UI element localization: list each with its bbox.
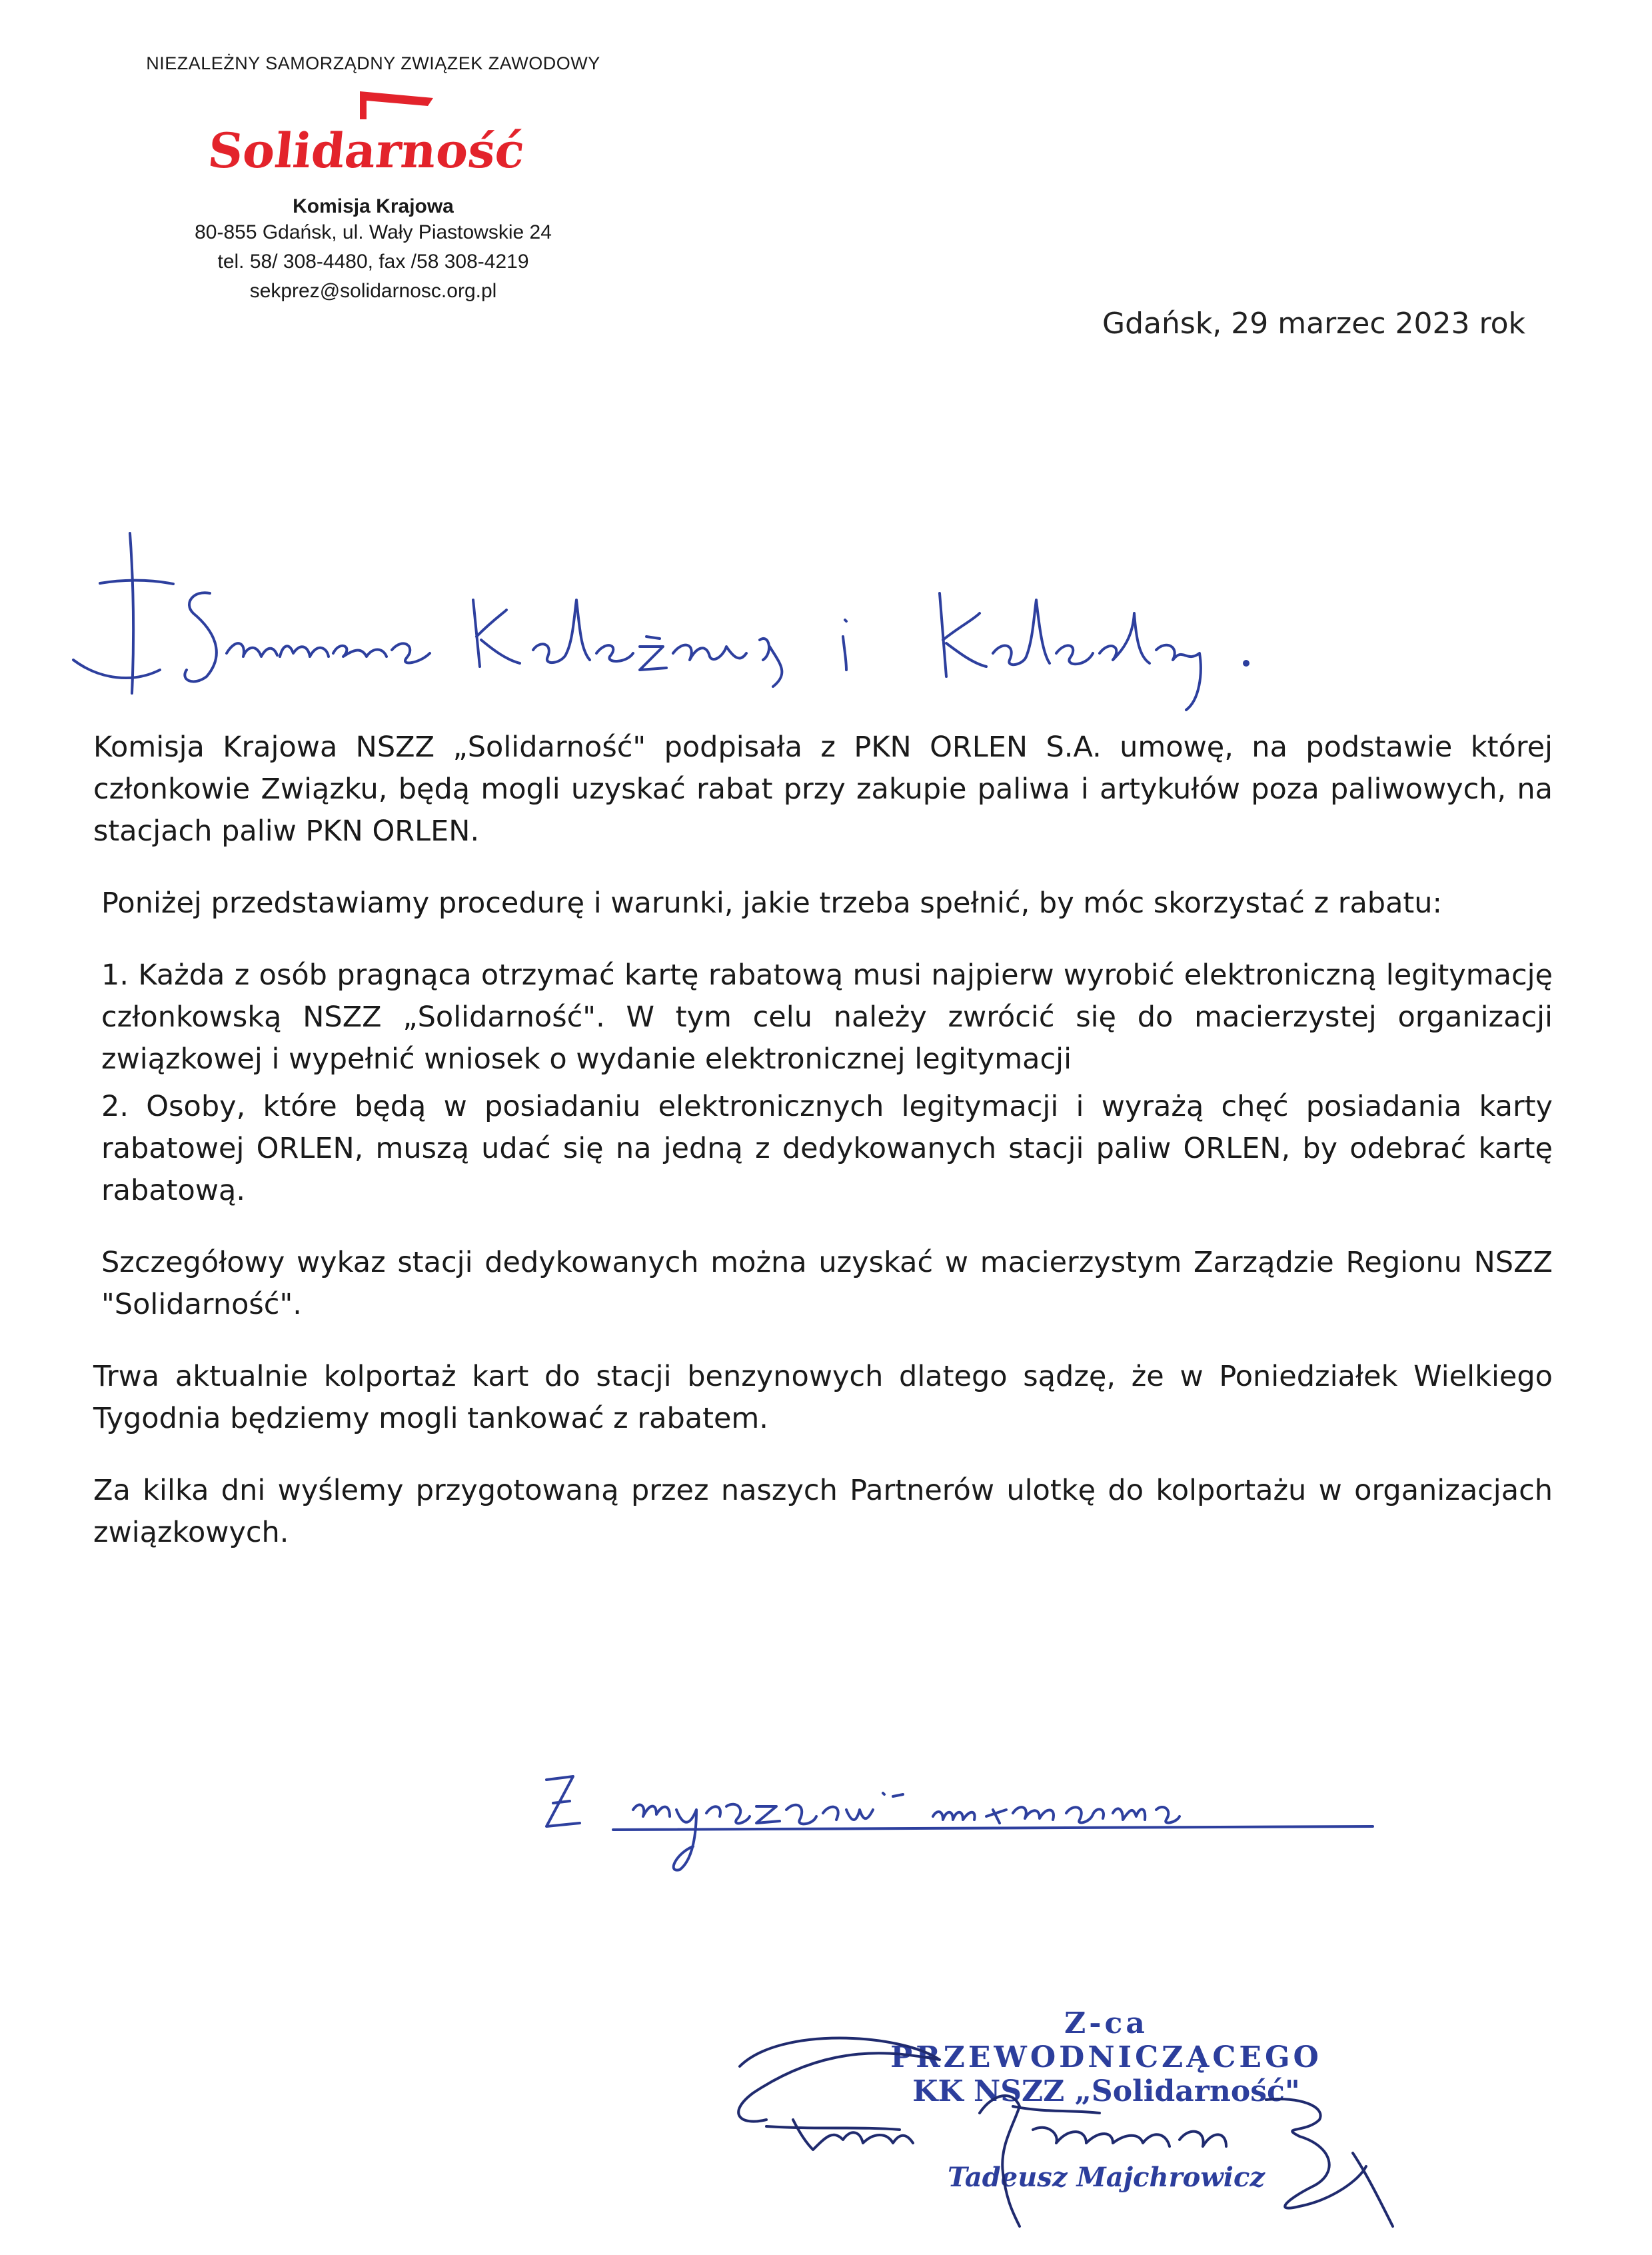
stamp-organization: KK NSZZ „Solidarność" bbox=[912, 2074, 1300, 2108]
email: sekprez@solidarnosc.org.pl bbox=[249, 280, 497, 302]
phone-fax: tel. 58/ 308-4480, fax /58 308-4219 bbox=[217, 251, 529, 273]
handwritten-signature bbox=[700, 2013, 1466, 2233]
paragraph-agreement: Komisja Krajowa NSZZ „Solidarność" podpisała z PKN ORLEN S.A. umowę, na podstawie której członkowie Związku, będą mogli uzyskać rabat przy zakupie paliwa i artykułów poza paliwowych, na stacjach paliw PKN ORLEN. bbox=[93, 731, 1553, 848]
paragraph-procedure-intro: Poniżej przedstawiamy procedurę i warunki, jakie trzeba spełnić, by móc skorzystać z rabatu: bbox=[101, 887, 1443, 920]
logo-text: Solidarność bbox=[205, 123, 528, 179]
stamp-name: Tadeusz Majchrowicz bbox=[947, 2162, 1265, 2193]
letterhead bbox=[100, 53, 646, 306]
union-name: NIEZALEŻNY SAMORZĄDNY ZWIĄZEK ZAWODOWY bbox=[146, 53, 600, 73]
paragraph-station-list: Szczegółowy wykaz stacji dedykowanych można uzyskać w macierzystym Zarządzie Regionu NSZZ "Solidarność". bbox=[101, 1246, 1553, 1321]
commission-name: Komisja Krajowa bbox=[293, 195, 454, 217]
handwritten-closing bbox=[533, 1753, 1399, 1886]
handwritten-salutation bbox=[73, 520, 1273, 720]
stamp-title: Z-ca PRZEWODNICZĄCEGO bbox=[890, 2006, 1322, 2074]
letter-date: Gdańsk, 29 marzec 2023 rok bbox=[1102, 307, 1525, 341]
paragraph-leaflet: Za kilka dni wyślemy przygotowaną przez naszych Partnerów ulotkę do kolportażu w organizacjach związkowych. bbox=[93, 1474, 1553, 1549]
list-item-2: 2. Osoby, które będą w posiadaniu elektronicznych legitymacji i wyrażą chęć posiadania karty rabatowej ORLEN, muszą udać się na jedną z dedykowanych stacji paliw ORLEN, by odebrać kartę rabatową. bbox=[101, 1090, 1553, 1207]
list-item-1: 1. Każda z osób pragnąca otrzymać kartę rabatową musi najpierw wyrobić elektroniczną legitymację członkowską NSZZ „Solidarność". W tym celu należy zwrócić się do macierzystej organizacji związkowej i wypełnić wniosek o wydanie elektronicznej legitymacji bbox=[101, 959, 1553, 1076]
address: 80-855 Gdańsk, ul. Wały Piastowskie 24 bbox=[195, 221, 552, 243]
solidarnosc-logo bbox=[205, 86, 528, 186]
paragraph-distribution: Trwa aktualnie kolportaż kart do stacji benzynowych dlatego sądzę, że w Poniedziałek Wielkiego Tygodnia będziemy mogli tankować z rabatem. bbox=[93, 1360, 1553, 1435]
letter-body bbox=[93, 727, 1553, 1584]
